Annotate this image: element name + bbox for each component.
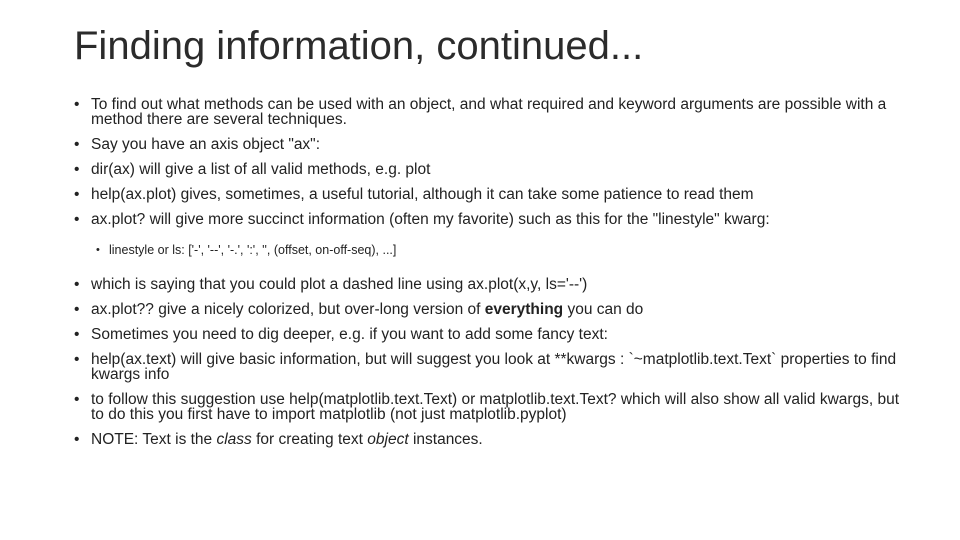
bullet-text: To find out what methods can be used with an object, and what required and keyword arguments are possible with a method there are several techniques. <box>91 96 887 128</box>
bullet-text-part: instances. <box>408 431 483 448</box>
sub-bullet-item <box>96 244 904 257</box>
bullet-text-part: ax.plot?? give a nicely colorized, but over-long version of <box>91 301 485 318</box>
bullet-text <box>91 431 483 448</box>
slide-title: Finding information, continued... <box>74 24 644 68</box>
bullet-text: help(ax.text) will give basic information, but will suggest you look at **kwargs : `~matplotlib.text.Text` properties to find kwargs info <box>91 351 897 383</box>
bullet-text: help(ax.plot) gives, sometimes, a useful tutorial, although it can take some patience to read them <box>91 186 754 203</box>
bullet-text <box>91 301 643 318</box>
bullet-text: Sometimes you need to dig deeper, e.g. if you want to add some fancy text: <box>91 326 608 343</box>
bullet-text: which is saying that you could plot a dashed line using ax.plot(x,y, ls='--') <box>91 276 588 293</box>
bullet-item <box>74 137 904 152</box>
bullet-dot: • <box>74 431 80 448</box>
bullet-item <box>74 302 904 317</box>
bullet-item <box>74 432 904 447</box>
bullet-text-part: you can do <box>563 301 644 318</box>
bullet-text-part: NOTE: Text is the <box>91 431 217 448</box>
bullet-dot: • <box>74 136 80 153</box>
bullet-item <box>74 162 904 177</box>
bullet-dot: • <box>74 186 80 203</box>
bullet-dot: • <box>74 301 80 318</box>
bullet-dot: • <box>96 244 100 256</box>
bullet-text: ax.plot? will give more succinct information (often my favorite) such as this for the "linestyle" kwarg: <box>91 211 770 228</box>
bullet-item <box>74 327 904 342</box>
bullet-item <box>74 392 904 422</box>
bullet-text: dir(ax) will give a list of all valid methods, e.g. plot <box>91 161 431 178</box>
bullet-dot: • <box>74 276 80 293</box>
bullet-item <box>74 187 904 202</box>
bullet-item <box>74 97 904 127</box>
bullet-text-italic: object <box>367 431 409 448</box>
bullet-item <box>74 212 904 227</box>
bullet-item <box>74 277 904 292</box>
bullet-dot: • <box>74 326 80 343</box>
sub-bullet-text: linestyle or ls: ['-', '--', '-.', ':', '', (offset, on-off-seq), ...] <box>109 243 397 257</box>
bullet-text-bold: everything <box>484 301 564 318</box>
bullet-item <box>74 352 904 382</box>
bullet-dot: • <box>74 351 80 368</box>
bullet-dot: • <box>74 161 80 178</box>
bullet-dot: • <box>74 96 80 113</box>
bullet-text: Say you have an axis object "ax": <box>91 136 320 153</box>
bullet-text-italic: class <box>216 431 252 448</box>
bullet-list <box>74 97 904 457</box>
bullet-text-part: for creating text <box>251 431 368 448</box>
bullet-text: to follow this suggestion use help(matplotlib.text.Text) or matplotlib.text.Text? which will also show all valid kwargs, but to do this you first have to import matplotlib (not just matplotlib.pyplot) <box>91 391 900 423</box>
bullet-dot: • <box>74 211 80 228</box>
bullet-dot: • <box>74 391 80 408</box>
